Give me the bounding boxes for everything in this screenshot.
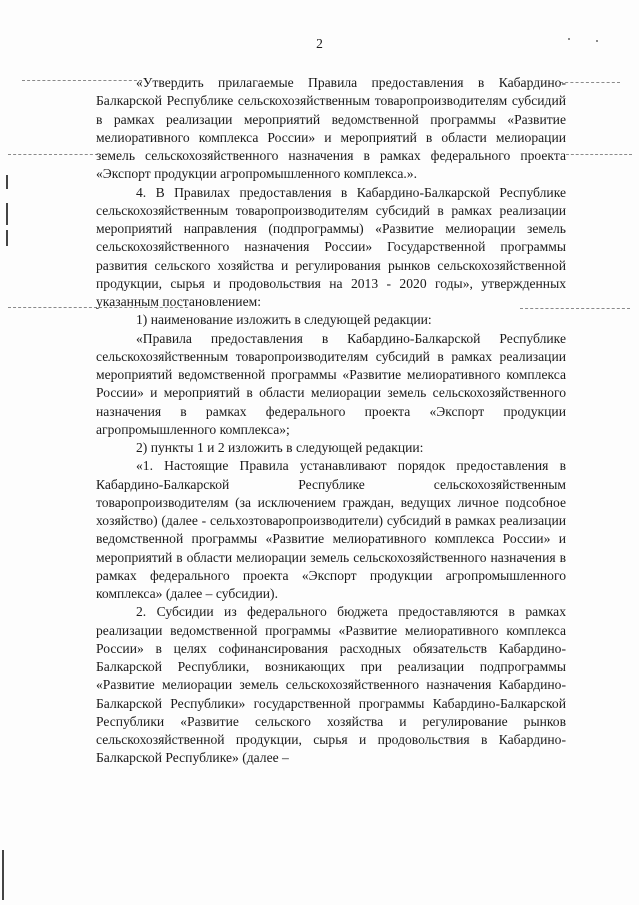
paragraph-clause-2: 2. Субсидии из федерального бюджета предоставляются в рамках реализации ведомственной программы «Развитие мелиоративного комплекса России» в целях софинансирования расходных обязательств Кабардино-Балкарской Республики, возникающих при реализации подпрограммы «Развитие мелиорации земель сельскохозяйственного назначения Кабардино-Балкарской Республики» государственной программы Кабардино-Балкарской Республики «Развитие сельского хозяйства и регулирование рынков сельскохозяйственной продукции, сырья и продовольствия в Кабардино-Балкарской Республике» (далее –: [96, 604, 566, 766]
scan-line-top-right: [560, 82, 620, 83]
margin-mark-left-1: [6, 175, 8, 189]
paragraph-clause-1: «1. Настоящие Правила устанавливают порядок предоставления в Кабардино-Балкарской Республике сельскохозяйственным товаропроизводителям (за исключением граждан, ведущих личное подсобное хозяйство) (далее - сельхозтоваропроизводители) субсидий в рамках реализации ведомственной программы «Развитие мелиоративного комплекса России» и мероприятий в области мелиорации земель сельскохозяйственного назначения в рамках федерального проекта «Экспорт продукции агропромышленного комплекса» (далее – субсидии).: [96, 458, 566, 601]
margin-mark-bottom-left: [2, 850, 4, 900]
document-body: [96, 74, 566, 768]
margin-mark-left-3: [6, 230, 8, 246]
paragraph-subitem-1: 1) наименование изложить в следующей редакции:: [136, 312, 432, 328]
scan-line-mid-right: [566, 154, 632, 155]
paragraph-resolution-quote: «Утвердить прилагаемые Правила предоставления в Кабардино-Балкарской Республике сельскохозяйственным товаропроизводителям субсидий в рамках реализации мероприятий ведомственной программы «Развитие мелиоративного комплекса России» и мероприятий в области мелиорации земель сельскохозяйственного назначения в рамках федерального проекта «Экспорт продукции агропромышленного комплекса.».: [96, 75, 566, 182]
paragraph-rules-title: «Правила предоставления в Кабардино-Балкарской Республике сельскохозяйственным товаропроизводителям субсидий в рамках реализации мероприятий ведомственной программы «Развитие мелиоративного комплекса России» и мероприятий в области мелиорации земель сельскохозяйственного назначения в рамках федерального проекта «Экспорт продукции агропромышленного комплекса»;: [96, 330, 566, 437]
page-number: 2: [316, 36, 323, 51]
paragraph-subitem-2: 2) пункты 1 и 2 изложить в следующей редакции:: [136, 440, 424, 455]
paragraph-item-4: 4. В Правилах предоставления в Кабардино-Балкарской Республике сельскохозяйственным товаропроизводителям субсидий в рамках реализации мероприятий направления (подпрограммы) «Развитие мелиорации земель сельскохозяйственного назначения России» Государственной программы развития сельского хозяйства и регулирования рынков сельскохозяйственной продукции, сырья и продовольствия на 2013 - 2020 годы», утвержденных указанным постановлением:: [96, 184, 566, 309]
scan-line-mid-left: [8, 154, 98, 155]
margin-mark-left-2: [6, 203, 8, 225]
